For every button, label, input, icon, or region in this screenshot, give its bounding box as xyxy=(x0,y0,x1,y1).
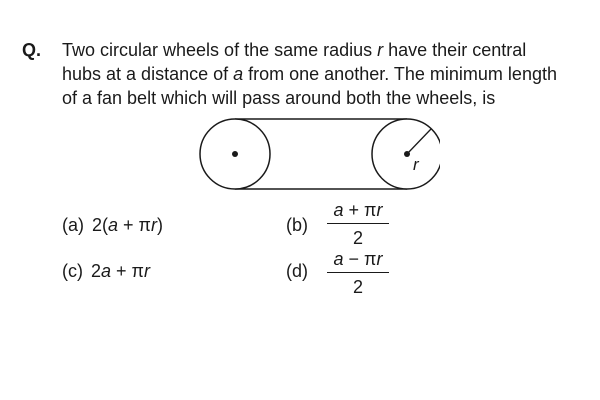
option-b-fraction xyxy=(327,199,389,249)
variable-r: r xyxy=(377,40,384,60)
option-b[interactable] xyxy=(286,214,308,236)
option-d-denominator: 2 xyxy=(352,277,363,297)
option-b-numerator: a + πr xyxy=(327,199,389,224)
question-line-1: Two circular wheels of the same radius r have their central xyxy=(62,40,527,60)
option-c-tag: (c) xyxy=(62,261,83,281)
option-c-expression: 2a + πr xyxy=(91,261,150,281)
option-a-expression: 2(a + πr) xyxy=(92,215,163,235)
option-a-tag: (a) xyxy=(62,215,84,235)
option-d-numerator: a − πr xyxy=(327,248,389,273)
two-wheels-belt-diagram xyxy=(190,112,440,198)
question-line-3: of a fan belt which will pass around both the wheels, is xyxy=(62,88,496,108)
option-d[interactable] xyxy=(286,260,308,282)
option-c[interactable] xyxy=(62,260,150,282)
question-text xyxy=(62,38,592,110)
option-d-fraction xyxy=(327,248,389,298)
question-label: Q. xyxy=(22,40,42,60)
left-hub xyxy=(232,151,238,157)
radius-label: r xyxy=(413,155,419,174)
variable-a: a xyxy=(233,64,244,84)
question-line-2: hubs at a distance of a from one another. The minimum length xyxy=(62,64,557,84)
option-d-tag: (d) xyxy=(286,261,308,281)
option-a[interactable] xyxy=(62,214,163,236)
option-b-tag: (b) xyxy=(286,215,308,235)
option-b-denominator: 2 xyxy=(352,228,363,248)
